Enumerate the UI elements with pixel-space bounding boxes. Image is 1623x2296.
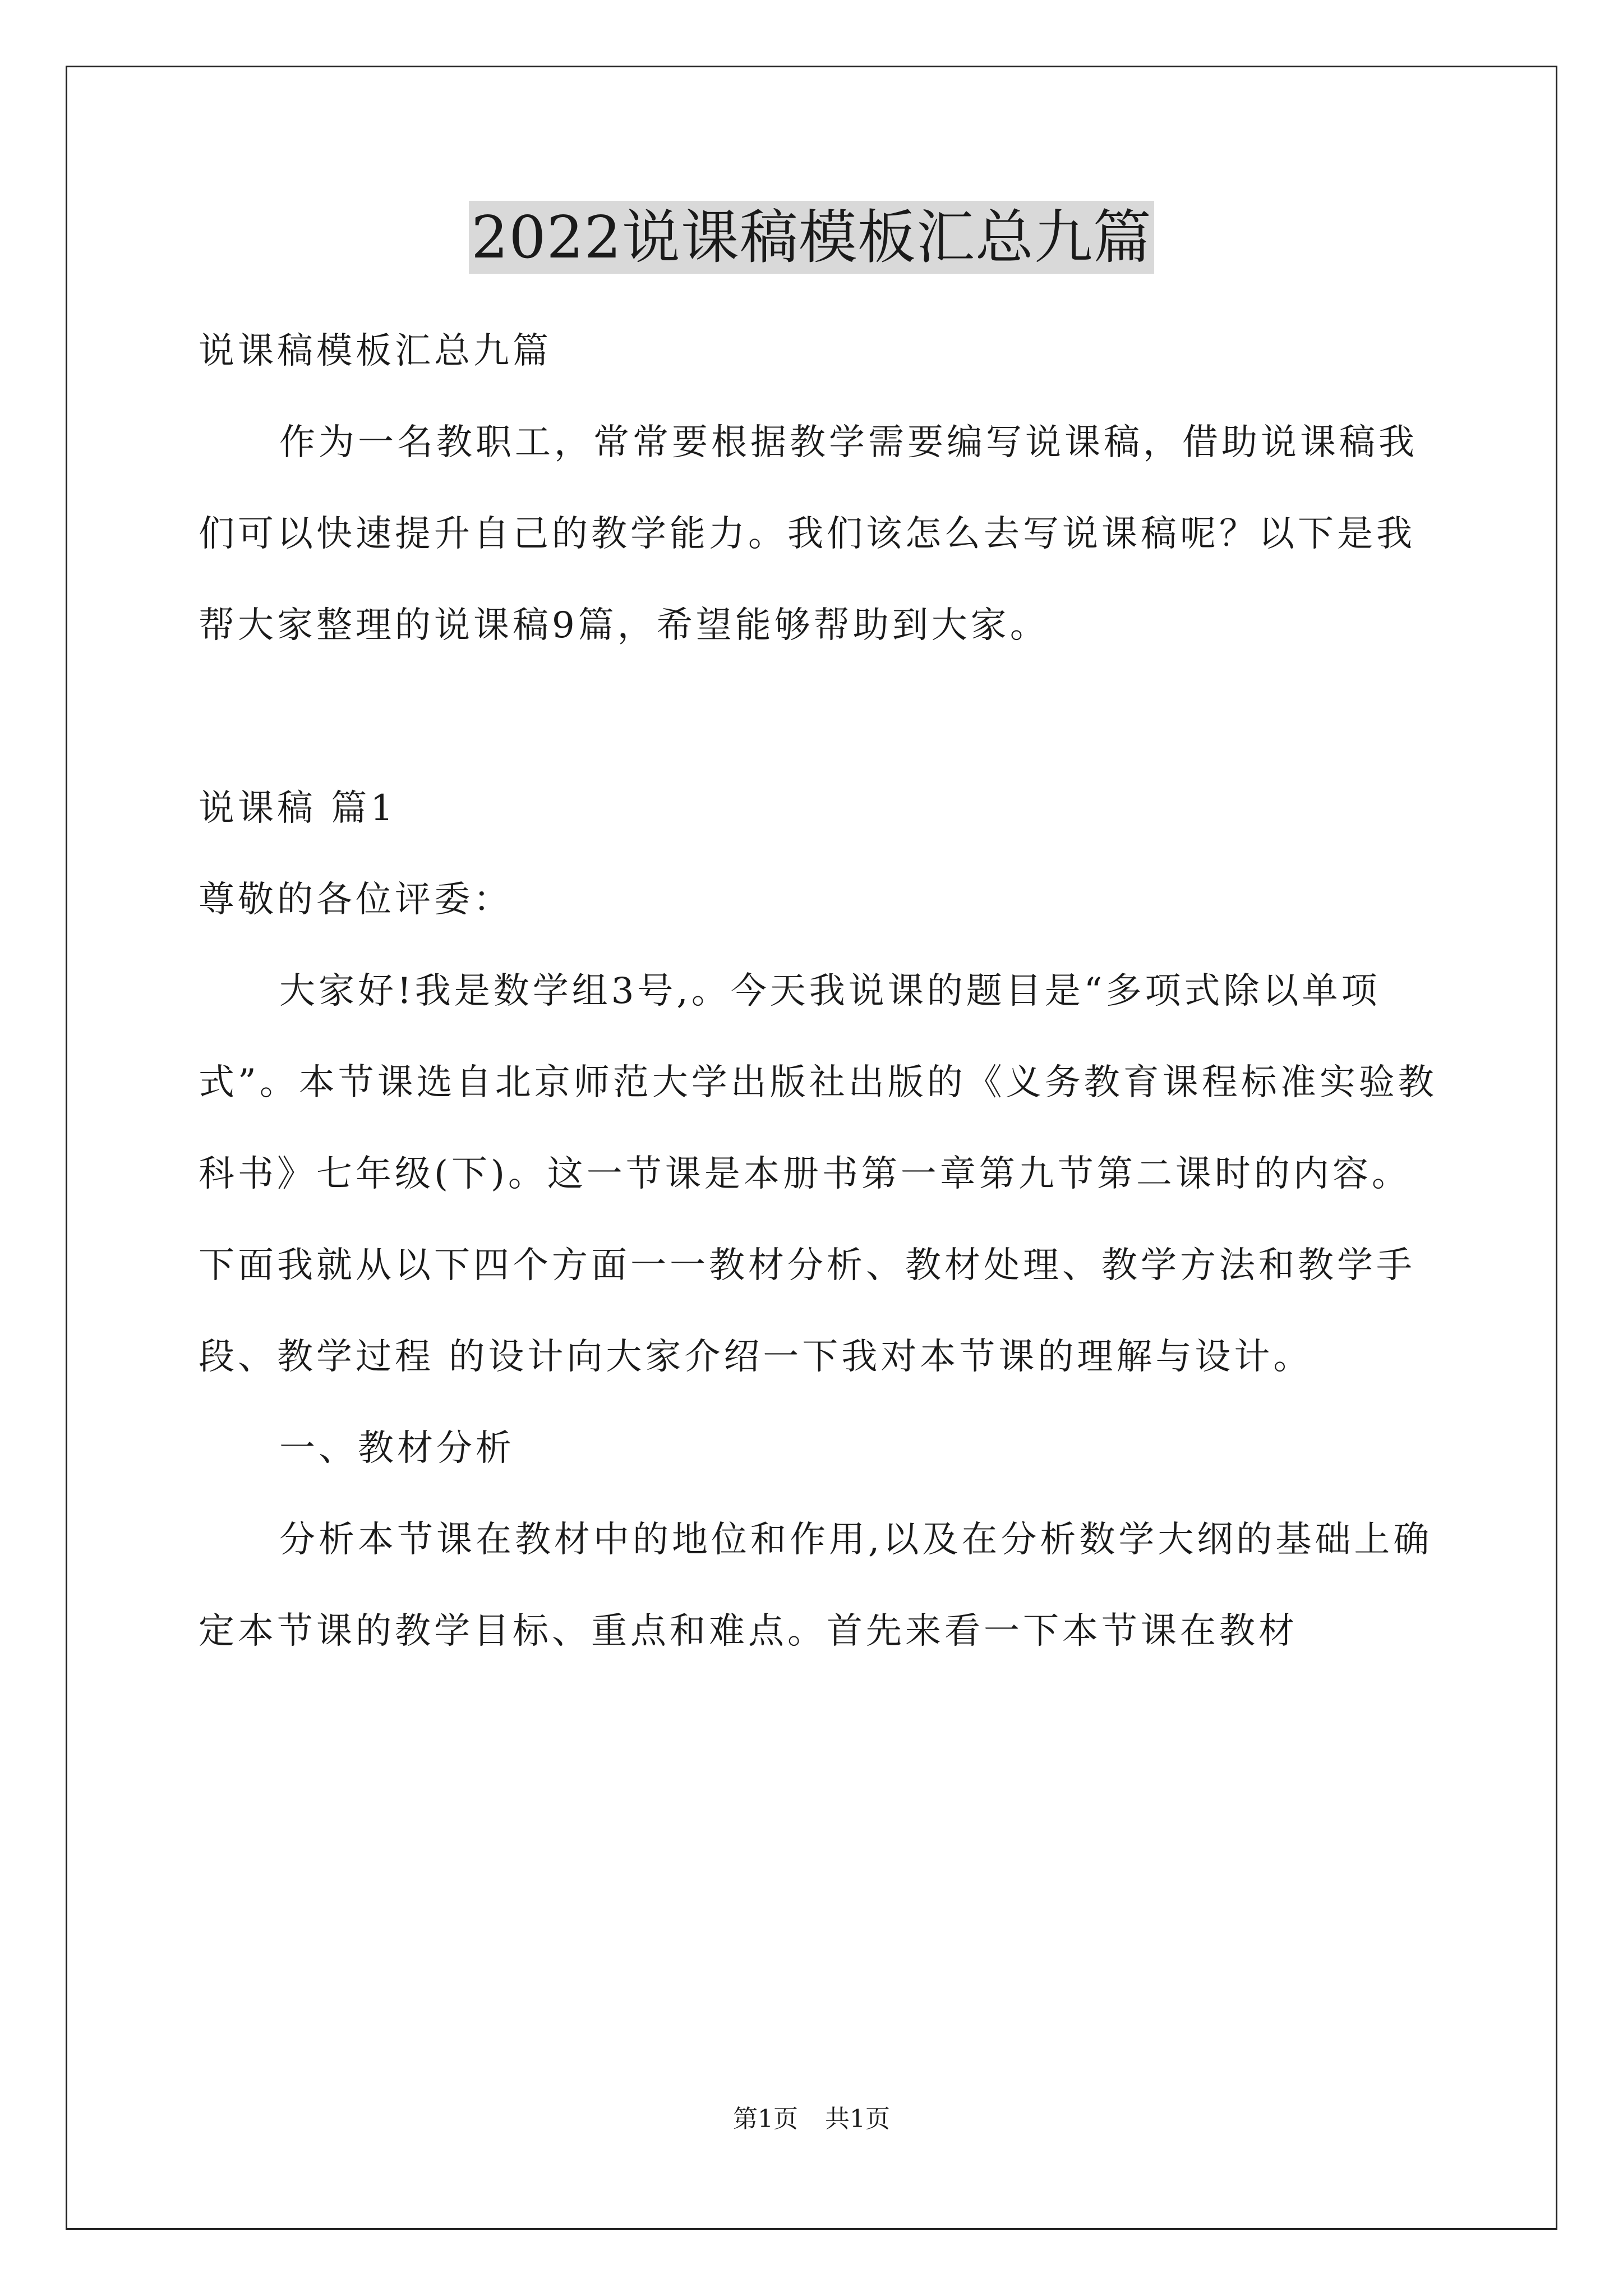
page-total: 共1页 bbox=[825, 2105, 890, 2133]
spacer bbox=[199, 671, 1438, 763]
section-heading: 说课稿 篇1 bbox=[199, 788, 397, 829]
intro-paragraph: 作为一名教职工，常常要根据教学需要编写说课稿，借助说课稿我们可以快速提升自己的教学能力。我们该怎么去写说课稿呢？以下是我帮大家整理的说课稿9篇，希望能够帮助到大家。 bbox=[199, 422, 1418, 646]
page-footer bbox=[0, 2102, 1623, 2136]
page-number: 第1页 bbox=[733, 2105, 798, 2133]
document-body bbox=[199, 306, 1438, 1677]
body-paragraph-2: 分析本节课在教材中的地位和作用,以及在分析数学大纲的基础上确定本节课的教学目标、重点和难点。首先来看一下本节课在教材 bbox=[199, 1519, 1433, 1652]
document-title: 2022说课稿模板汇总九篇 bbox=[469, 201, 1154, 274]
document-subtitle: 说课稿模板汇总九篇 bbox=[199, 330, 552, 372]
body-paragraph-1: 大家好!我是数学组3号,。今天我说课的题目是“多项式除以单项式”。本节课选自北京师范大学出版社出版的《义务教育课程标准实验教科书》七年级(下)。这一节课是本册书第一章第九节第二课时的内容。下面我就从以下四个方面一一教材分析、教材处理、教学方法和教学手段、教学过程 的设计向大家介绍一下我对本节课的理解与设计。 bbox=[199, 970, 1437, 1378]
salutation: 尊敬的各位评委： bbox=[199, 879, 513, 921]
subheading-textbook-analysis: 一、教材分析 bbox=[279, 1428, 515, 1469]
title-container bbox=[0, 201, 1623, 274]
